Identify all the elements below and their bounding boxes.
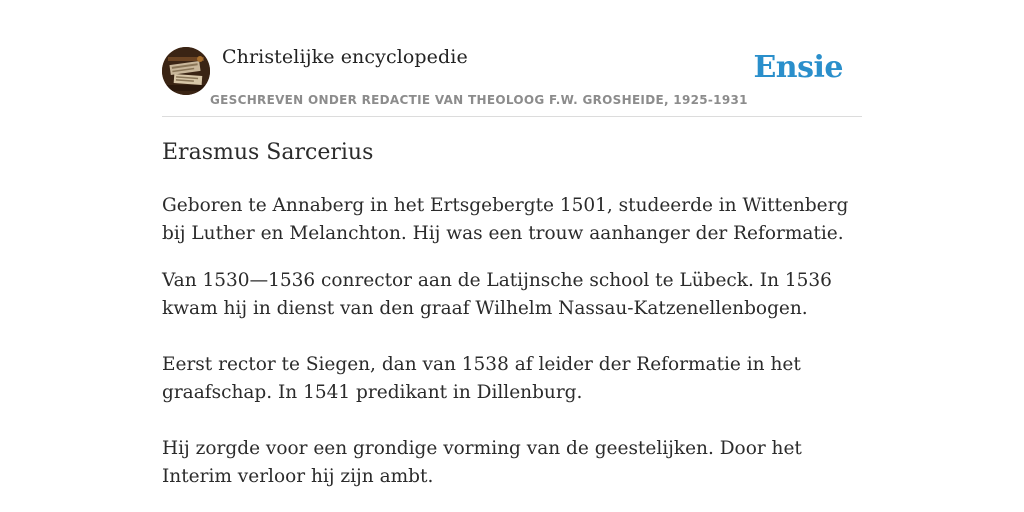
article-body xyxy=(162,192,867,510)
book-avatar-icon[interactable] xyxy=(162,47,210,95)
site-header xyxy=(162,46,862,117)
paragraph: Hij zorgde voor een grondige vorming van de geestelijken. Door het Interim verloor hij zijn ambt. xyxy=(162,438,802,487)
paragraph: Van 1530—1536 conrector aan de Latijnsche school te Lübeck. In 1536 kwam hij in dienst van den graaf Wilhelm Nassau-Katzenellenbogen. xyxy=(162,270,832,319)
paragraph: Eerst rector te Siegen, dan van 1538 af leider der Reformatie in het graafschap. In 1541 predikant in Dillenburg. xyxy=(162,354,801,403)
site-subtitle: GESCHREVEN ONDER REDACTIE VAN THEOLOOG F.W. GROSHEIDE, 1925-1931 xyxy=(210,93,748,107)
site-name[interactable]: Christelijke encyclopedie xyxy=(222,46,468,68)
brand-logo[interactable]: Ensie xyxy=(753,50,843,85)
article-title: Erasmus Sarcerius xyxy=(162,140,374,165)
paragraph: Geboren te Annaberg in het Ertsgebergte 1501, studeerde in Wittenberg bij Luther en Melanchton. Hij was een trouw aanhanger der Reformatie. xyxy=(162,195,849,244)
